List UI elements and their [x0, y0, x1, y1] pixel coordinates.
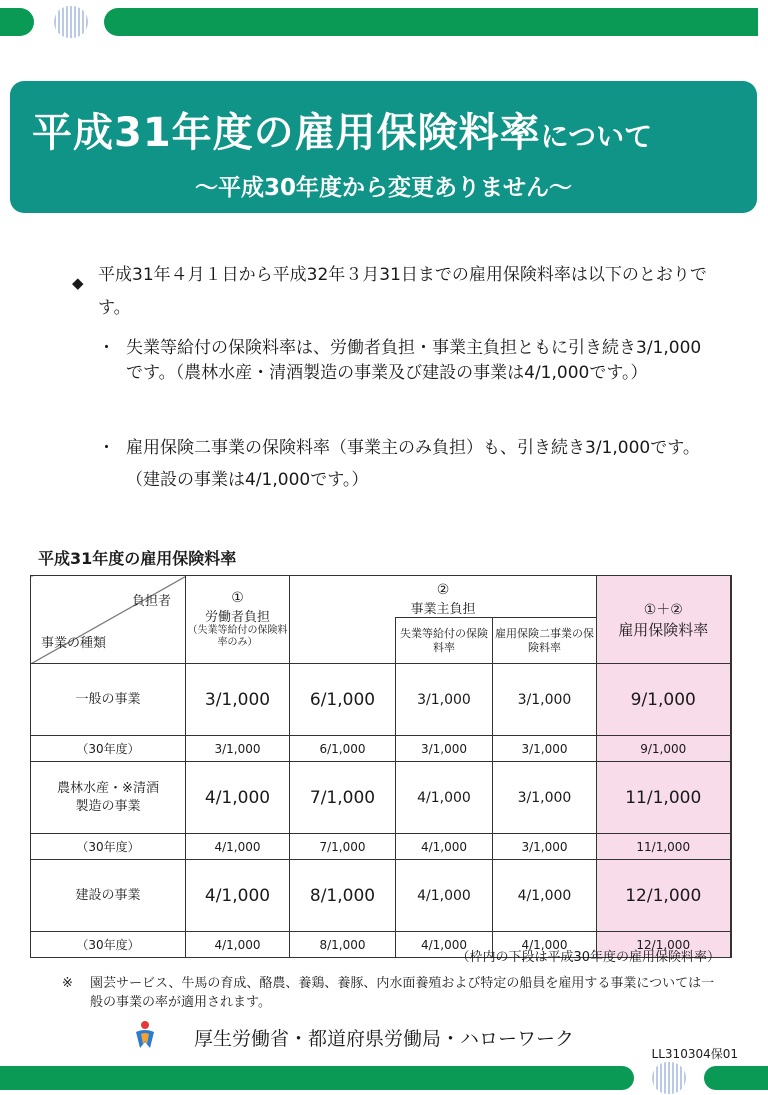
table-title: 平成31年度の雇用保険料率 — [38, 549, 237, 568]
cell-prev-worker: 3/1,000 — [186, 736, 290, 762]
col-employer-num: ② — [436, 582, 450, 598]
table-row — [31, 860, 731, 932]
intro-paragraph — [72, 259, 722, 325]
cell-prev-worker: 4/1,000 — [186, 834, 290, 860]
footnote — [62, 974, 722, 1012]
cell-prev-total: 9/1,000 — [597, 736, 731, 762]
table-row — [31, 762, 731, 834]
table-corner-header — [31, 576, 186, 664]
cell-prev-unemp: 3/1,000 — [396, 736, 493, 762]
page-subtitle: ～平成30年度から変更ありません～ — [194, 175, 572, 201]
cell-unemp: 4/1,000 — [396, 860, 493, 932]
cell-prev-total: 11/1,000 — [597, 834, 731, 860]
table-row-prev — [31, 834, 731, 860]
top-decor-bar-left — [0, 8, 34, 36]
cell-twoproj: 4/1,000 — [493, 860, 597, 932]
top-stripe-decoration — [54, 6, 88, 38]
cell-employer: 7/1,000 — [290, 762, 396, 834]
cell-total: 9/1,000 — [597, 664, 731, 736]
col-employer-header — [290, 576, 597, 618]
corner-burden-label: 負担者 — [131, 594, 171, 609]
intro-text: 平成31年４月１日から平成32年３月31日までの雇用保険料率は以下のとおりです。 — [98, 265, 707, 318]
cell-prev-unemp: 4/1,000 — [396, 834, 493, 860]
ministry-logo-icon — [132, 1020, 158, 1050]
bullet-dot-icon: ・ — [98, 438, 115, 458]
cell-prev-worker: 4/1,000 — [186, 932, 290, 958]
row-label: 農林水産・※清酒製造の事業 — [31, 762, 186, 834]
col-worker-header — [186, 576, 290, 664]
cell-employer: 6/1,000 — [290, 664, 396, 736]
diamond-bullet-icon: ◆ — [72, 274, 84, 292]
cell-prev-employer: 7/1,000 — [290, 834, 396, 860]
col-total-label: 雇用保険料率 — [618, 621, 709, 639]
top-decor-bar — [104, 8, 758, 36]
cell-worker: 4/1,000 — [186, 762, 290, 834]
cell-prev-twoproj: 3/1,000 — [493, 736, 597, 762]
bottom-stripe-decoration — [652, 1062, 686, 1094]
col-total-num: ①＋② — [643, 602, 683, 618]
col-worker-label: 労働者負担 — [204, 610, 270, 625]
row-prev-label: （30年度） — [31, 834, 186, 860]
cell-twoproj: 3/1,000 — [493, 762, 597, 834]
bullet-dot-icon: ・ — [98, 338, 115, 358]
cell-total: 12/1,000 — [597, 860, 731, 932]
footer-organization: 厚生労働省・都道府県労働局・ハローワーク — [194, 1028, 575, 1050]
page-title — [32, 101, 652, 158]
cell-twoproj: 3/1,000 — [493, 664, 597, 736]
col-employer-label: 事業主負担 — [410, 602, 476, 617]
title-main: 平成31年度の雇用保険料率 — [32, 110, 541, 156]
document-code: LL310304保01 — [651, 1047, 738, 1061]
bottom-decor-bar — [0, 1066, 634, 1090]
cell-worker: 3/1,000 — [186, 664, 290, 736]
col-twoproj-header: 雇用保険二事業の保険料率 — [493, 618, 597, 664]
bullet-text: 失業等給付の保険料率は、労働者負担・事業主負担ともに引き続き3/1,000です。（農林水産・清酒製造の事業及び建設の事業は4/1,000です。） — [126, 338, 702, 383]
cell-unemp: 3/1,000 — [396, 664, 493, 736]
row-label: 建設の事業 — [31, 860, 186, 932]
bullet-text: 雇用保険二事業の保険料率（事業主のみ負担）も、引き続き3/1,000です。（建設の事業は4/1,000です。） — [126, 438, 700, 490]
title-suffix: について — [540, 120, 653, 153]
col-employer-main-spacer — [290, 618, 396, 664]
cell-worker: 4/1,000 — [186, 860, 290, 932]
table-footnote: （枠内の下段は平成30年度の雇用保険料率） — [456, 950, 720, 965]
rates-table — [30, 575, 732, 958]
cell-prev-twoproj: 4/1,000 — [493, 932, 597, 958]
bullet-item — [98, 336, 718, 386]
table-row-prev — [31, 736, 731, 762]
title-banner — [10, 81, 757, 213]
cell-total: 11/1,000 — [597, 762, 731, 834]
cell-unemp: 4/1,000 — [396, 762, 493, 834]
col-total-header — [597, 576, 731, 664]
footnote-text: 園芸サービス、牛馬の育成、酪農、養鶏、養豚、内水面養殖および特定の船員を雇用する事業については一般の事業の率が適用されます。 — [90, 976, 715, 1010]
cell-prev-twoproj: 3/1,000 — [493, 834, 597, 860]
bullet-item — [98, 432, 718, 496]
cell-employer: 8/1,000 — [290, 860, 396, 932]
col-worker-note: （失業等給付の保険料率のみ） — [187, 625, 288, 648]
corner-type-label: 事業の種類 — [41, 636, 107, 651]
cell-prev-employer: 6/1,000 — [290, 736, 396, 762]
cell-prev-employer: 8/1,000 — [290, 932, 396, 958]
bottom-decor-bar-right — [704, 1066, 768, 1090]
col-worker-num: ① — [231, 590, 244, 606]
cell-prev-total: 12/1,000 — [597, 932, 731, 958]
row-label: 一般の事業 — [31, 664, 186, 736]
cell-prev-unemp: 4/1,000 — [396, 932, 493, 958]
row-prev-label: （30年度） — [31, 736, 186, 762]
table-row — [31, 664, 731, 736]
row-prev-label: （30年度） — [31, 932, 186, 958]
asterisk-mark: ※ — [62, 976, 73, 991]
col-unemp-header: 失業等給付の保険料率 — [396, 618, 493, 664]
